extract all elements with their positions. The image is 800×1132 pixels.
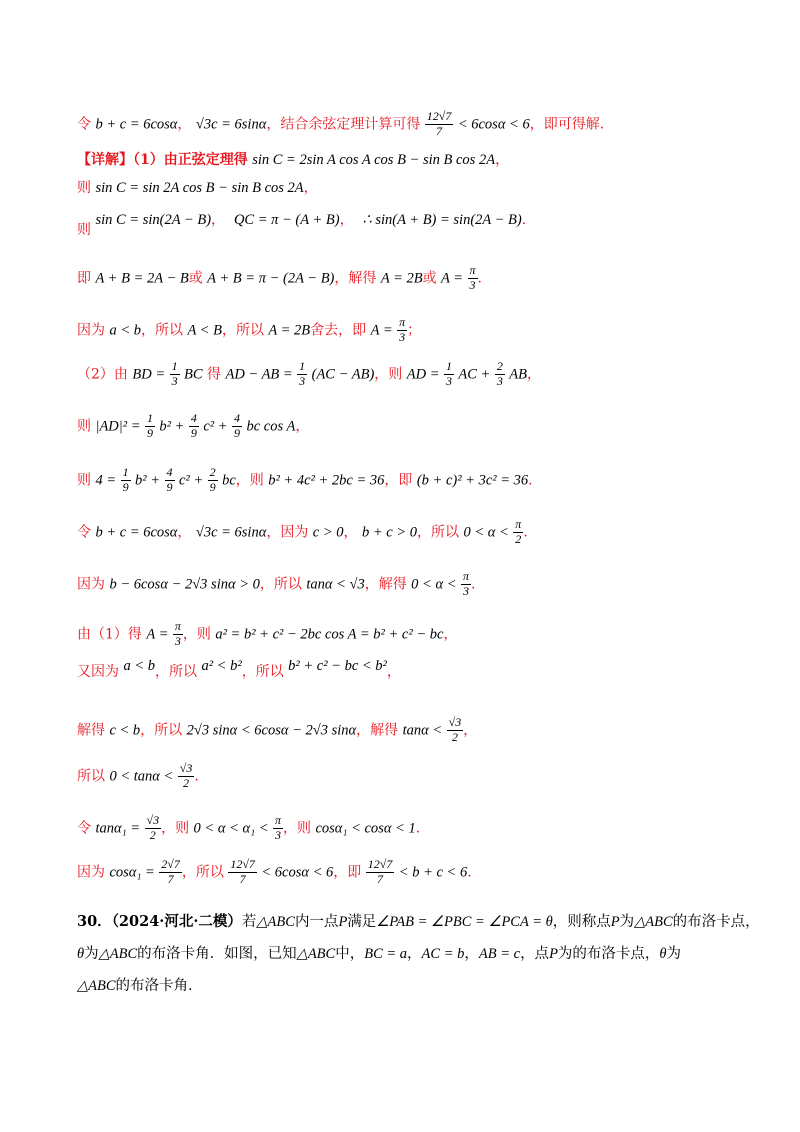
fraction: $\frac{1}{9}$ — [122, 465, 129, 494]
text: ，则 — [182, 626, 211, 643]
math: √3c = 6sinα — [195, 524, 267, 541]
text: ，因为 — [266, 524, 309, 541]
text: 又因为 — [77, 664, 119, 680]
text: ，即可得解. — [529, 116, 605, 133]
text: ， — [443, 626, 458, 643]
fraction: $\frac{\pi}{3}$ — [399, 315, 406, 344]
math: 0 < α < — [411, 576, 457, 593]
solution-line — [77, 762, 199, 791]
text: 令 — [77, 116, 91, 133]
solution-line — [77, 316, 421, 345]
math: A = — [441, 270, 464, 287]
fraction: $\frac{2√7}{7}$ — [161, 857, 180, 886]
text: ， — [495, 152, 510, 168]
math: ∠PAB = ∠PBC = ∠PCA = θ — [376, 914, 553, 930]
text: ，则称点 — [552, 914, 611, 930]
fraction: $\frac{4}{9}$ — [190, 411, 197, 440]
fraction: $\frac{1}{3}$ — [171, 359, 178, 388]
math: a < b — [123, 658, 155, 674]
text: 的布洛卡角． — [115, 978, 203, 994]
text: ，点 — [520, 946, 550, 962]
math: c > 0 — [312, 524, 344, 541]
problem-line-1 — [77, 908, 760, 936]
text: . — [528, 472, 533, 489]
math: cosα₁ < cosα < 1 — [315, 820, 416, 837]
math: A = — [146, 626, 169, 643]
math: sin C = sin(2A − B) — [95, 212, 212, 228]
text: 则 — [77, 418, 91, 435]
math: 0 < α < — [463, 524, 509, 541]
math: BC = a — [364, 946, 408, 962]
text: ， — [177, 116, 192, 133]
fraction: $\frac{\pi}{3}$ — [462, 569, 469, 598]
text: 所以 — [77, 768, 105, 785]
text: 得 — [207, 366, 222, 383]
math: < 6cosα < 6 — [261, 864, 334, 881]
text: ，所以 — [141, 322, 183, 339]
text: 的布洛卡角．如图，已知 — [137, 946, 297, 962]
text: 因为 — [77, 322, 105, 339]
text: 令 — [77, 524, 91, 541]
text: 满足 — [347, 914, 377, 930]
text: 则 — [77, 472, 91, 489]
math: A + B = π − (2A − B) — [207, 270, 335, 287]
text: . — [521, 212, 527, 228]
fraction: $\frac{12√7}{7}$ — [426, 109, 452, 138]
math: b + c > 0 — [361, 524, 417, 541]
text: ，所以 — [259, 576, 302, 593]
text: ， — [526, 366, 541, 383]
text: ， — [343, 524, 358, 541]
math: cosα₁ = — [109, 864, 155, 881]
fraction: $\frac{\pi}{3}$ — [174, 619, 181, 648]
math: b + c = 6cosα — [95, 524, 178, 541]
text: 的布洛卡点， — [672, 914, 760, 930]
math: △ABC — [256, 914, 295, 930]
math: A < B — [187, 322, 222, 339]
math: △ABC — [634, 914, 673, 930]
math: AD = — [406, 366, 440, 383]
text: 即 — [77, 270, 91, 287]
math: tanα < — [402, 722, 443, 739]
text: 则 — [77, 222, 91, 238]
text: ， — [211, 212, 226, 228]
text: ， — [177, 524, 192, 541]
solution-line — [77, 466, 533, 495]
fraction: $\frac{4}{9}$ — [166, 465, 173, 494]
math: √3c = 6sinα — [195, 116, 267, 133]
math: A = — [370, 322, 393, 339]
text: ，所以 — [416, 524, 459, 541]
math: θ — [659, 946, 667, 962]
solution-hint-line — [77, 110, 604, 139]
math: P — [610, 914, 620, 930]
math: c < b — [109, 722, 141, 739]
math: θ — [77, 946, 85, 962]
text: 因为 — [77, 864, 105, 881]
text: ，所以 — [181, 864, 224, 881]
fraction: $\frac{\pi}{3}$ — [275, 813, 282, 842]
math: AC + — [458, 366, 491, 383]
solution-line — [77, 620, 457, 649]
detail-label: 【详解】（1）由正弦定理得 — [77, 152, 248, 168]
text: . — [523, 524, 528, 541]
math: 4 = — [95, 472, 117, 489]
problem-30 — [77, 908, 760, 1000]
text: ，结合余弦定理计算可得 — [266, 116, 421, 133]
text: ，即 — [384, 472, 413, 489]
math: BC — [184, 366, 203, 383]
math: b² + 4c² + 2bc = 36 — [268, 472, 385, 489]
fraction: $\frac{√3}{2}$ — [146, 813, 160, 842]
math: b − 6cosα − 2√3 sinα > 0 — [109, 576, 260, 593]
math: △ABC — [77, 978, 116, 994]
text: ，则 — [235, 472, 264, 489]
solution-line — [77, 412, 309, 441]
text: . — [194, 768, 199, 785]
text: 为的布洛卡点， — [557, 946, 660, 962]
fraction: $\frac{\pi}{3}$ — [469, 263, 476, 292]
math: tanα < √3 — [306, 576, 365, 593]
text: . — [467, 864, 472, 881]
solution-line — [77, 518, 528, 547]
text: 由（1）得 — [77, 626, 142, 643]
fraction: $\frac{1}{9}$ — [146, 411, 153, 440]
math: bc cos A — [246, 418, 296, 435]
text: 若 — [241, 914, 257, 930]
math: A = 2B — [380, 270, 423, 287]
text: 为 — [619, 914, 635, 930]
text: ； — [407, 322, 422, 339]
math: 2√3 sinα < 6cosα − 2√3 sinα — [186, 722, 357, 739]
text: ，解得 — [334, 270, 377, 287]
solution-line — [77, 570, 475, 599]
text: 或 — [188, 270, 203, 287]
text: ， — [339, 212, 354, 228]
math: bc — [222, 472, 236, 489]
math: QC = π − (A + B) — [233, 212, 340, 228]
solution-line — [77, 814, 420, 843]
text: ，即 — [333, 864, 362, 881]
math: a < b — [109, 322, 141, 339]
math: c² + — [203, 418, 228, 435]
text: ， — [303, 180, 318, 196]
text: ， — [407, 946, 422, 962]
math: P — [338, 914, 348, 930]
text: . — [415, 820, 421, 837]
math: |AD|² = — [95, 418, 141, 435]
math: b + c = 6cosα — [95, 116, 178, 133]
fraction: $\frac{2}{9}$ — [209, 465, 216, 494]
text: ，所以 — [221, 322, 264, 339]
text: 中， — [335, 946, 365, 962]
solution-line — [77, 180, 318, 197]
solution-line — [77, 360, 541, 389]
fraction: $\frac{√3}{2}$ — [179, 761, 193, 790]
math: < 6cosα < 6 — [457, 116, 530, 133]
problem-line-3 — [77, 972, 737, 1000]
math: 0 < tanα < — [109, 768, 174, 785]
math: a² = b² + c² − 2bc cos A = b² + c² − bc — [215, 626, 444, 643]
text: ， — [463, 722, 478, 739]
text: . — [477, 270, 482, 287]
text: ，所以 — [241, 664, 284, 680]
solution-line — [77, 212, 527, 238]
math: AC = b — [421, 946, 465, 962]
text: 舍去，即 — [310, 322, 367, 339]
solution-line — [77, 858, 472, 887]
fraction: $\frac{12√7}{7}$ — [230, 857, 255, 886]
text: 解得 — [77, 722, 105, 739]
math: A + B = 2A − B — [95, 270, 189, 287]
text: 或 — [422, 270, 437, 287]
math: b² + — [159, 418, 185, 435]
math: b² + c² − bc < b² — [288, 658, 387, 674]
math: 0 < α < α₁ < — [193, 820, 269, 837]
math: AD − AB = — [225, 366, 293, 383]
math: c² + — [178, 472, 204, 489]
math: AB = c — [478, 946, 521, 962]
math: (b + c)² + 3c² = 36 — [416, 472, 529, 489]
text: （2）由 — [77, 366, 128, 383]
text: ， — [386, 664, 401, 680]
text: . — [470, 576, 476, 593]
solution-line — [77, 658, 401, 681]
text: ，则 — [283, 820, 312, 837]
math: sin C = sin 2A cos B − sin B cos 2A — [95, 180, 304, 196]
text: 为 — [666, 946, 682, 962]
math: tanα₁ = — [95, 820, 141, 837]
math: △ABC — [98, 946, 138, 962]
text: ，所以 — [140, 722, 183, 739]
fraction: $\frac{2}{3}$ — [496, 359, 503, 388]
math: P — [549, 946, 558, 962]
text: 因为 — [77, 576, 105, 593]
text: 为 — [84, 946, 99, 962]
problem-number: 30． — [77, 913, 112, 930]
text: ，则 — [374, 366, 403, 383]
text: ，解得 — [356, 722, 399, 739]
fraction: $\frac{12√7}{7}$ — [367, 857, 393, 886]
text: ， — [295, 418, 310, 435]
detail-header-line — [77, 152, 509, 169]
math: ∴ sin(A + B) = sin(2A − B) — [362, 212, 522, 228]
problem-line-2 — [77, 940, 737, 968]
text: ，则 — [161, 820, 190, 837]
math: sin C = 2sin A cos A cos B − sin B cos 2A — [252, 152, 496, 168]
math: AB — [509, 366, 527, 383]
math: △ABC — [296, 946, 336, 962]
fraction: $\frac{\pi}{2}$ — [515, 517, 522, 546]
math: < b + c < 6 — [398, 864, 468, 881]
fraction: $\frac{1}{3}$ — [299, 359, 306, 388]
text: ， — [464, 946, 479, 962]
problem-source: （2024·河北·二模） — [111, 913, 242, 930]
text: ，解得 — [364, 576, 407, 593]
fraction: $\frac{√3}{2}$ — [448, 715, 462, 744]
math: a² < b² — [201, 658, 242, 674]
fraction: $\frac{4}{9}$ — [234, 411, 240, 440]
math: BD = — [132, 366, 166, 383]
solution-line — [77, 264, 482, 293]
text: 内一点 — [294, 914, 339, 930]
text: 令 — [77, 820, 91, 837]
math: (AC − AB) — [311, 366, 375, 383]
text: 则 — [77, 180, 91, 196]
math: b² + — [135, 472, 161, 489]
text: ，所以 — [155, 664, 197, 680]
fraction: $\frac{1}{3}$ — [445, 359, 452, 388]
solution-line — [77, 716, 477, 745]
math: A = 2B — [268, 322, 311, 339]
